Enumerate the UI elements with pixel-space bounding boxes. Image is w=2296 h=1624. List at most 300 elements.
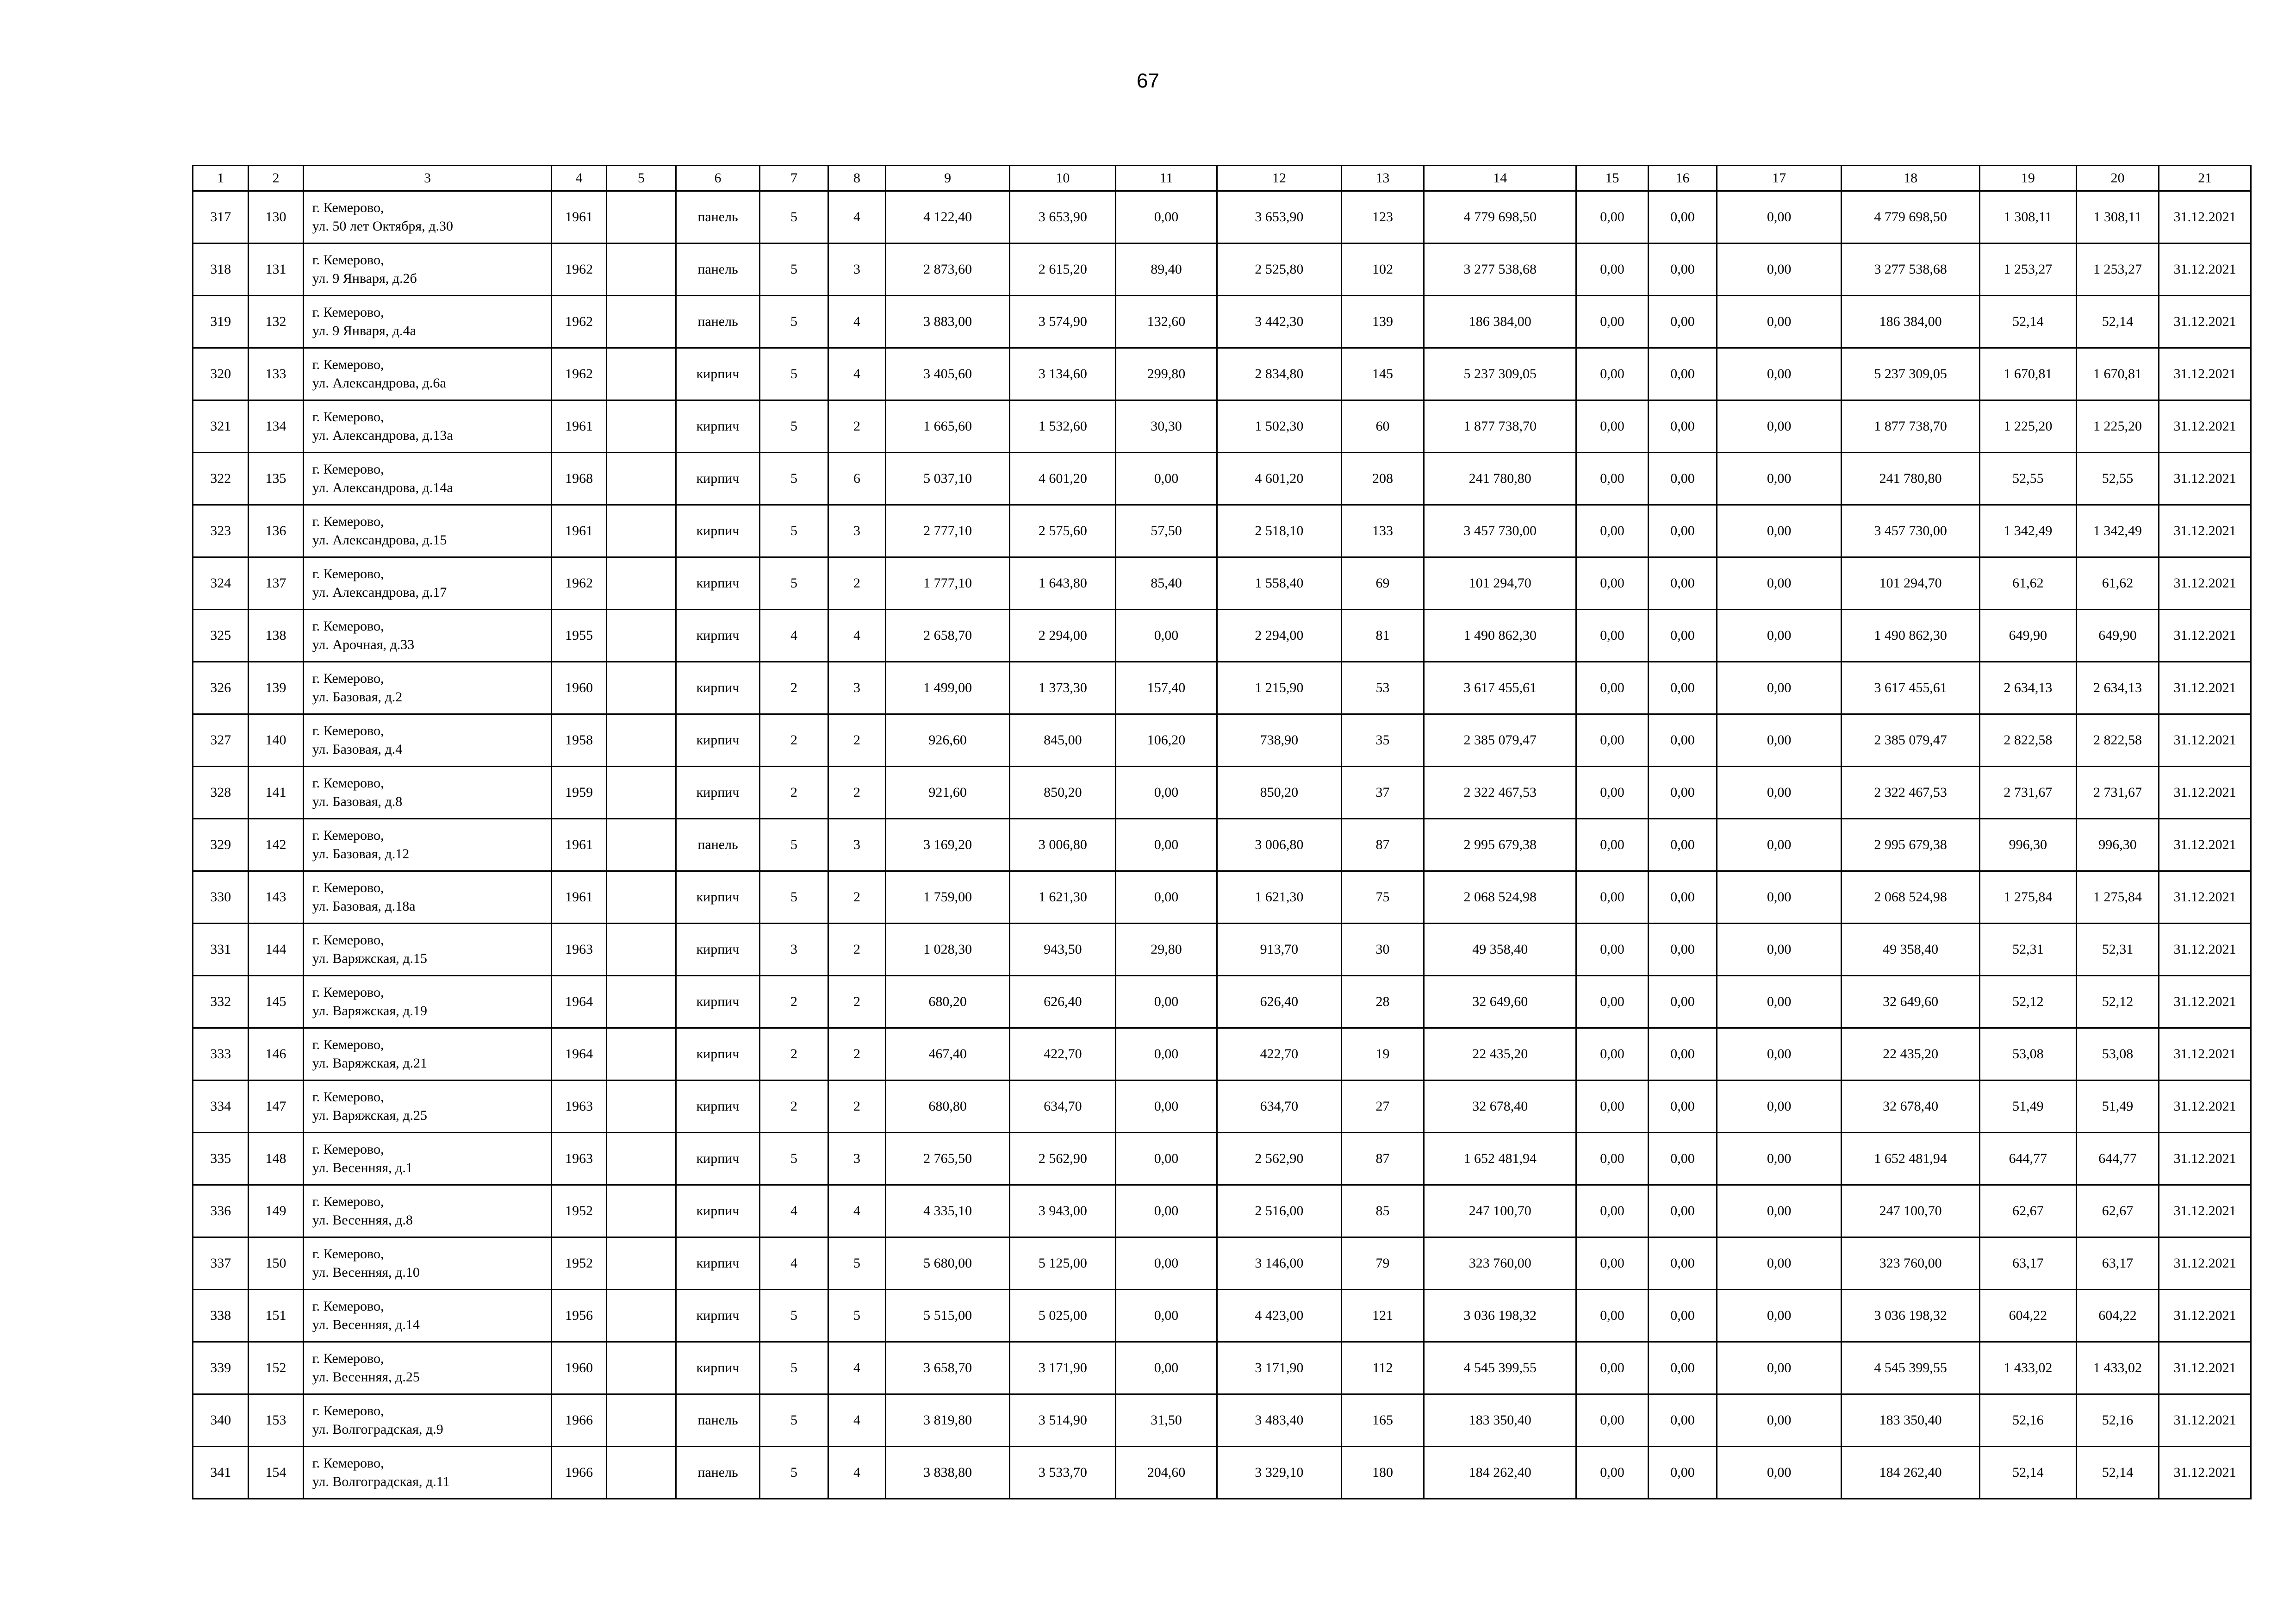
cell-c12: 2 516,00 (1217, 1185, 1341, 1237)
cell-c18: 22 435,20 (1842, 1028, 1980, 1081)
address-city: г. Кемерово, (312, 252, 384, 268)
cell-c4: 1959 (552, 767, 606, 819)
cell-c20: 52,14 (2076, 296, 2159, 348)
cell-c10: 850,20 (1010, 767, 1116, 819)
cell-c1: 335 (193, 1133, 249, 1185)
cell-c5 (606, 871, 676, 924)
cell-c10: 845,00 (1010, 714, 1116, 767)
address-city: г. Кемерово, (312, 1299, 384, 1314)
cell-c5 (606, 1447, 676, 1499)
cell-c20: 2 634,13 (2076, 662, 2159, 714)
cell-c14: 184 262,40 (1424, 1447, 1576, 1499)
cell-c19: 61,62 (1980, 557, 2077, 610)
cell-c20: 2 731,67 (2076, 767, 2159, 819)
cell-c11: 0,00 (1116, 871, 1217, 924)
cell-c6: кирпич (676, 1342, 760, 1394)
address-city: г. Кемерово, (312, 1403, 384, 1418)
cell-c19: 2 822,58 (1980, 714, 2077, 767)
cell-c10: 943,50 (1010, 924, 1116, 976)
cell-c4: 1962 (552, 348, 606, 400)
cell-c14: 1 652 481,94 (1424, 1133, 1576, 1185)
cell-c2: 152 (249, 1342, 303, 1394)
cell-c19: 51,49 (1980, 1081, 2077, 1133)
cell-c18: 1 877 738,70 (1842, 400, 1980, 453)
address-street: ул. Варяжская, д.21 (312, 1056, 428, 1071)
cell-address (303, 924, 552, 976)
cell-c21: 31.12.2021 (2159, 244, 2251, 296)
cell-c6: кирпич (676, 1133, 760, 1185)
cell-c14: 2 068 524,98 (1424, 871, 1576, 924)
cell-c19: 2 634,13 (1980, 662, 2077, 714)
cell-c14: 22 435,20 (1424, 1028, 1576, 1081)
address-street: ул. Александрова, д.15 (312, 532, 447, 548)
cell-c17: 0,00 (1717, 296, 1842, 348)
column-number-10: 10 (1010, 166, 1116, 191)
cell-c8: 6 (828, 453, 885, 505)
cell-c15: 0,00 (1576, 1447, 1648, 1499)
cell-c8: 4 (828, 1185, 885, 1237)
cell-c13: 180 (1341, 1447, 1424, 1499)
cell-c7: 4 (759, 610, 828, 662)
table-row (193, 1237, 2251, 1290)
cell-c15: 0,00 (1576, 1133, 1648, 1185)
column-number-9: 9 (885, 166, 1010, 191)
cell-c20: 1 670,81 (2076, 348, 2159, 400)
cell-c6: кирпич (676, 871, 760, 924)
cell-c17: 0,00 (1717, 871, 1842, 924)
cell-c15: 0,00 (1576, 1342, 1648, 1394)
table-row (193, 244, 2251, 296)
cell-c20: 52,14 (2076, 1447, 2159, 1499)
cell-c11: 0,00 (1116, 453, 1217, 505)
cell-c15: 0,00 (1576, 924, 1648, 976)
cell-c2: 148 (249, 1133, 303, 1185)
cell-c16: 0,00 (1648, 400, 1717, 453)
cell-c19: 649,90 (1980, 610, 2077, 662)
cell-c8: 2 (828, 1081, 885, 1133)
cell-c2: 146 (249, 1028, 303, 1081)
cell-c9: 1 777,10 (885, 557, 1010, 610)
cell-c9: 1 759,00 (885, 871, 1010, 924)
cell-c9: 2 765,50 (885, 1133, 1010, 1185)
cell-c2: 139 (249, 662, 303, 714)
table-row (193, 819, 2251, 871)
cell-c4: 1961 (552, 400, 606, 453)
cell-c6: панель (676, 244, 760, 296)
cell-c18: 183 350,40 (1842, 1394, 1980, 1447)
table-row (193, 1133, 2251, 1185)
cell-c9: 1 028,30 (885, 924, 1010, 976)
cell-c10: 1 643,80 (1010, 557, 1116, 610)
table-row (193, 191, 2251, 244)
column-number-20: 20 (2076, 166, 2159, 191)
cell-c18: 241 780,80 (1842, 453, 1980, 505)
cell-c9: 3 169,20 (885, 819, 1010, 871)
cell-c7: 2 (759, 767, 828, 819)
cell-c11: 0,00 (1116, 1081, 1217, 1133)
cell-c10: 1 621,30 (1010, 871, 1116, 924)
cell-c14: 3 457 730,00 (1424, 505, 1576, 557)
cell-c6: панель (676, 1394, 760, 1447)
cell-address (303, 296, 552, 348)
cell-c12: 422,70 (1217, 1028, 1341, 1081)
cell-c14: 4 779 698,50 (1424, 191, 1576, 244)
column-number-8: 8 (828, 166, 885, 191)
cell-c12: 913,70 (1217, 924, 1341, 976)
cell-c21: 31.12.2021 (2159, 924, 2251, 976)
cell-c19: 63,17 (1980, 1237, 2077, 1290)
cell-c19: 52,12 (1980, 976, 2077, 1028)
cell-c17: 0,00 (1717, 819, 1842, 871)
cell-c21: 31.12.2021 (2159, 767, 2251, 819)
address-street: ул. 9 Января, д.4а (312, 323, 416, 338)
cell-c7: 2 (759, 662, 828, 714)
cell-c11: 0,00 (1116, 1290, 1217, 1342)
cell-c5 (606, 400, 676, 453)
cell-c18: 4 779 698,50 (1842, 191, 1980, 244)
table-row (193, 1342, 2251, 1394)
cell-c14: 2 995 679,38 (1424, 819, 1576, 871)
cell-c11: 0,00 (1116, 610, 1217, 662)
address-street: ул. 9 Января, д.2б (312, 271, 417, 286)
cell-c20: 2 822,58 (2076, 714, 2159, 767)
cell-c19: 52,55 (1980, 453, 2077, 505)
cell-c12: 850,20 (1217, 767, 1341, 819)
cell-c4: 1963 (552, 924, 606, 976)
cell-address (303, 1447, 552, 1499)
table-row (193, 453, 2251, 505)
cell-c17: 0,00 (1717, 767, 1842, 819)
cell-c5 (606, 348, 676, 400)
cell-c20: 644,77 (2076, 1133, 2159, 1185)
address-street: ул. Волгоградская, д.11 (312, 1474, 450, 1489)
cell-c7: 2 (759, 1081, 828, 1133)
cell-c14: 241 780,80 (1424, 453, 1576, 505)
cell-c19: 644,77 (1980, 1133, 2077, 1185)
cell-c1: 331 (193, 924, 249, 976)
cell-c15: 0,00 (1576, 1081, 1648, 1133)
address-city: г. Кемерово, (312, 723, 384, 738)
address-city: г. Кемерово, (312, 1089, 384, 1105)
cell-c20: 63,17 (2076, 1237, 2159, 1290)
cell-c13: 208 (1341, 453, 1424, 505)
cell-c10: 626,40 (1010, 976, 1116, 1028)
address-city: г. Кемерово, (312, 880, 384, 895)
cell-c4: 1963 (552, 1081, 606, 1133)
cell-c9: 2 658,70 (885, 610, 1010, 662)
cell-c14: 32 678,40 (1424, 1081, 1576, 1133)
cell-c4: 1956 (552, 1290, 606, 1342)
cell-c1: 328 (193, 767, 249, 819)
cell-c14: 183 350,40 (1424, 1394, 1576, 1447)
cell-c17: 0,00 (1717, 610, 1842, 662)
cell-c18: 184 262,40 (1842, 1447, 1980, 1499)
cell-c16: 0,00 (1648, 1447, 1717, 1499)
cell-c16: 0,00 (1648, 819, 1717, 871)
cell-c16: 0,00 (1648, 1342, 1717, 1394)
cell-c5 (606, 1133, 676, 1185)
cell-c6: кирпич (676, 348, 760, 400)
cell-c1: 332 (193, 976, 249, 1028)
cell-c15: 0,00 (1576, 714, 1648, 767)
cell-c12: 2 525,80 (1217, 244, 1341, 296)
cell-c1: 340 (193, 1394, 249, 1447)
address-city: г. Кемерово, (312, 200, 384, 215)
address-street: ул. Базовая, д.2 (312, 689, 403, 705)
table-row (193, 1185, 2251, 1237)
cell-c2: 147 (249, 1081, 303, 1133)
cell-c11: 0,00 (1116, 1028, 1217, 1081)
cell-c17: 0,00 (1717, 1081, 1842, 1133)
address-city: г. Кемерово, (312, 409, 384, 425)
cell-c17: 0,00 (1717, 1290, 1842, 1342)
cell-c18: 2 322 467,53 (1842, 767, 1980, 819)
address-city: г. Кемерово, (312, 775, 384, 791)
cell-c20: 52,31 (2076, 924, 2159, 976)
cell-c13: 79 (1341, 1237, 1424, 1290)
address-city: г. Кемерово, (312, 1037, 384, 1052)
cell-c1: 338 (193, 1290, 249, 1342)
cell-c13: 60 (1341, 400, 1424, 453)
address-city: г. Кемерово, (312, 357, 384, 372)
cell-c9: 926,60 (885, 714, 1010, 767)
cell-c5 (606, 453, 676, 505)
cell-c19: 1 253,27 (1980, 244, 2077, 296)
cell-c6: кирпич (676, 924, 760, 976)
cell-c16: 0,00 (1648, 191, 1717, 244)
cell-c9: 1 499,00 (885, 662, 1010, 714)
cell-c9: 5 515,00 (885, 1290, 1010, 1342)
cell-c2: 131 (249, 244, 303, 296)
cell-c20: 62,67 (2076, 1185, 2159, 1237)
cell-c19: 1 342,49 (1980, 505, 2077, 557)
cell-c20: 1 342,49 (2076, 505, 2159, 557)
cell-c10: 2 562,90 (1010, 1133, 1116, 1185)
cell-c15: 0,00 (1576, 400, 1648, 453)
cell-c4: 1966 (552, 1394, 606, 1447)
cell-address (303, 1342, 552, 1394)
page-number: 67 (1137, 69, 1159, 92)
cell-c16: 0,00 (1648, 610, 1717, 662)
cell-c17: 0,00 (1717, 924, 1842, 976)
cell-c11: 0,00 (1116, 1342, 1217, 1394)
cell-c16: 0,00 (1648, 1028, 1717, 1081)
cell-c13: 69 (1341, 557, 1424, 610)
table-row (193, 714, 2251, 767)
cell-c12: 2 834,80 (1217, 348, 1341, 400)
cell-c17: 0,00 (1717, 976, 1842, 1028)
table-row (193, 662, 2251, 714)
column-number-7: 7 (759, 166, 828, 191)
cell-c6: панель (676, 1447, 760, 1499)
cell-c12: 2 562,90 (1217, 1133, 1341, 1185)
cell-c6: кирпич (676, 1081, 760, 1133)
address-city: г. Кемерово, (312, 1142, 384, 1157)
address-street: ул. Весенняя, д.25 (312, 1369, 420, 1385)
cell-c19: 52,31 (1980, 924, 2077, 976)
cell-c4: 1962 (552, 296, 606, 348)
cell-c18: 3 277 538,68 (1842, 244, 1980, 296)
cell-c4: 1968 (552, 453, 606, 505)
cell-c16: 0,00 (1648, 1394, 1717, 1447)
cell-c13: 112 (1341, 1342, 1424, 1394)
cell-c18: 32 649,60 (1842, 976, 1980, 1028)
cell-c9: 3 658,70 (885, 1342, 1010, 1394)
cell-c8: 3 (828, 244, 885, 296)
cell-c11: 0,00 (1116, 1133, 1217, 1185)
cell-c15: 0,00 (1576, 1028, 1648, 1081)
address-street: ул. Александрова, д.6а (312, 375, 446, 391)
cell-c15: 0,00 (1576, 662, 1648, 714)
cell-c12: 1 558,40 (1217, 557, 1341, 610)
cell-c19: 1 225,20 (1980, 400, 2077, 453)
cell-c8: 3 (828, 819, 885, 871)
cell-c1: 341 (193, 1447, 249, 1499)
cell-c7: 5 (759, 191, 828, 244)
cell-c6: панель (676, 296, 760, 348)
cell-c2: 150 (249, 1237, 303, 1290)
address-street: ул. Варяжская, д.25 (312, 1108, 428, 1123)
cell-c13: 85 (1341, 1185, 1424, 1237)
cell-c7: 5 (759, 819, 828, 871)
address-street: ул. 50 лет Октября, д.30 (312, 219, 453, 234)
table-row (193, 871, 2251, 924)
cell-c10: 5 125,00 (1010, 1237, 1116, 1290)
cell-c8: 4 (828, 191, 885, 244)
column-number-5: 5 (606, 166, 676, 191)
cell-c17: 0,00 (1717, 662, 1842, 714)
cell-c10: 634,70 (1010, 1081, 1116, 1133)
cell-c13: 35 (1341, 714, 1424, 767)
cell-c21: 31.12.2021 (2159, 662, 2251, 714)
cell-c19: 1 433,02 (1980, 1342, 2077, 1394)
cell-c4: 1963 (552, 1133, 606, 1185)
cell-c20: 996,30 (2076, 819, 2159, 871)
cell-c12: 3 329,10 (1217, 1447, 1341, 1499)
cell-c15: 0,00 (1576, 610, 1648, 662)
cell-c20: 1 253,27 (2076, 244, 2159, 296)
cell-c9: 3 819,80 (885, 1394, 1010, 1447)
cell-c14: 4 545 399,55 (1424, 1342, 1576, 1394)
cell-c7: 5 (759, 557, 828, 610)
cell-c5 (606, 1394, 676, 1447)
cell-c10: 2 294,00 (1010, 610, 1116, 662)
cell-c13: 75 (1341, 871, 1424, 924)
cell-c9: 4 122,40 (885, 191, 1010, 244)
cell-c21: 31.12.2021 (2159, 1342, 2251, 1394)
cell-c10: 3 171,90 (1010, 1342, 1116, 1394)
cell-c17: 0,00 (1717, 505, 1842, 557)
cell-c11: 0,00 (1116, 819, 1217, 871)
cell-c12: 3 442,30 (1217, 296, 1341, 348)
cell-c2: 145 (249, 976, 303, 1028)
cell-c7: 2 (759, 714, 828, 767)
cell-c18: 2 385 079,47 (1842, 714, 1980, 767)
cell-c7: 3 (759, 924, 828, 976)
cell-c18: 49 358,40 (1842, 924, 1980, 976)
cell-c20: 649,90 (2076, 610, 2159, 662)
cell-c18: 2 995 679,38 (1842, 819, 1980, 871)
cell-c4: 1961 (552, 871, 606, 924)
address-street: ул. Арочная, д.33 (312, 637, 415, 652)
cell-c6: кирпич (676, 714, 760, 767)
cell-c20: 52,55 (2076, 453, 2159, 505)
cell-c19: 2 731,67 (1980, 767, 2077, 819)
cell-c20: 1 308,11 (2076, 191, 2159, 244)
cell-c4: 1964 (552, 1028, 606, 1081)
cell-c7: 5 (759, 296, 828, 348)
cell-c17: 0,00 (1717, 1237, 1842, 1290)
cell-c13: 30 (1341, 924, 1424, 976)
cell-c5 (606, 1185, 676, 1237)
cell-c2: 138 (249, 610, 303, 662)
cell-c1: 317 (193, 191, 249, 244)
cell-c5 (606, 244, 676, 296)
cell-c1: 337 (193, 1237, 249, 1290)
cell-c5 (606, 819, 676, 871)
cell-address (303, 714, 552, 767)
cell-c5 (606, 610, 676, 662)
cell-c8: 4 (828, 296, 885, 348)
cell-c2: 149 (249, 1185, 303, 1237)
cell-c17: 0,00 (1717, 1185, 1842, 1237)
cell-c16: 0,00 (1648, 1081, 1717, 1133)
cell-c12: 3 006,80 (1217, 819, 1341, 871)
cell-c20: 604,22 (2076, 1290, 2159, 1342)
cell-c7: 5 (759, 1342, 828, 1394)
cell-c5 (606, 1237, 676, 1290)
cell-c21: 31.12.2021 (2159, 453, 2251, 505)
cell-c15: 0,00 (1576, 1185, 1648, 1237)
column-number-4: 4 (552, 166, 606, 191)
column-number-15: 15 (1576, 166, 1648, 191)
cell-c2: 141 (249, 767, 303, 819)
column-number-row (193, 166, 2251, 191)
address-street: ул. Александрова, д.13а (312, 428, 453, 443)
cell-c16: 0,00 (1648, 505, 1717, 557)
cell-c1: 323 (193, 505, 249, 557)
cell-c15: 0,00 (1576, 871, 1648, 924)
table-row (193, 400, 2251, 453)
table-row (193, 1394, 2251, 1447)
cell-c6: кирпич (676, 557, 760, 610)
cell-c2: 142 (249, 819, 303, 871)
address-street: ул. Базовая, д.18а (312, 899, 416, 914)
cell-c2: 136 (249, 505, 303, 557)
cell-c20: 53,08 (2076, 1028, 2159, 1081)
cell-address (303, 662, 552, 714)
cell-address (303, 557, 552, 610)
cell-c5 (606, 1342, 676, 1394)
cell-c21: 31.12.2021 (2159, 1447, 2251, 1499)
column-number-19: 19 (1980, 166, 2077, 191)
cell-c19: 52,16 (1980, 1394, 2077, 1447)
address-street: ул. Весенняя, д.14 (312, 1317, 420, 1332)
cell-c21: 31.12.2021 (2159, 296, 2251, 348)
cell-c12: 2 294,00 (1217, 610, 1341, 662)
cell-c5 (606, 505, 676, 557)
cell-c7: 5 (759, 1290, 828, 1342)
cell-address (303, 1081, 552, 1133)
cell-c12: 1 502,30 (1217, 400, 1341, 453)
cell-c17: 0,00 (1717, 1342, 1842, 1394)
cell-c21: 31.12.2021 (2159, 610, 2251, 662)
cell-c9: 3 883,00 (885, 296, 1010, 348)
cell-c8: 4 (828, 1394, 885, 1447)
cell-c15: 0,00 (1576, 1290, 1648, 1342)
cell-c21: 31.12.2021 (2159, 871, 2251, 924)
cell-c18: 186 384,00 (1842, 296, 1980, 348)
